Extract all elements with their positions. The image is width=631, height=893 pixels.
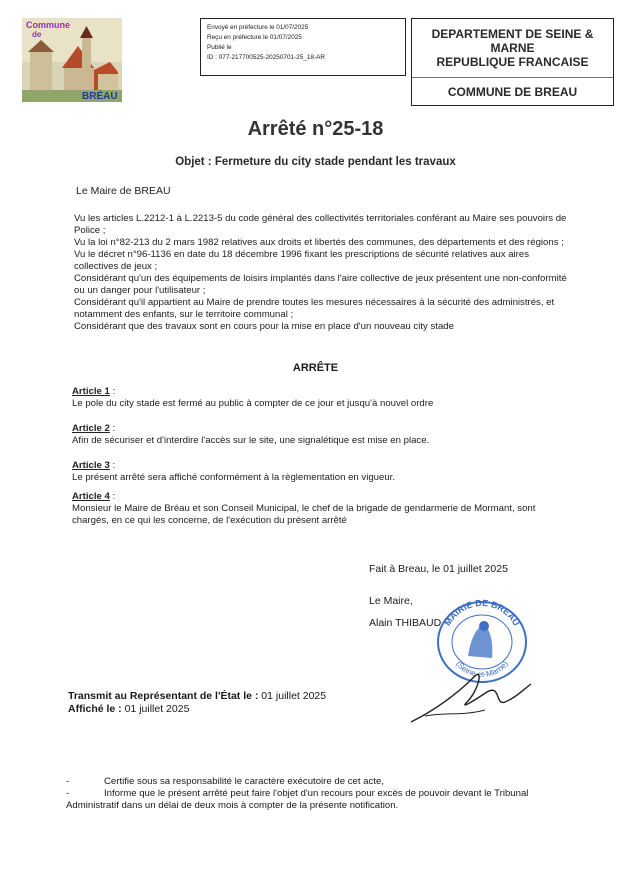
stamp-sent: Envoyé en préfecture le 01/07/2025 [207, 24, 309, 31]
affiche-date: 01 juillet 2025 [121, 703, 190, 715]
article-label: Article 2 [72, 423, 110, 434]
logo-text-commune: Commune [26, 20, 71, 30]
article-text: Le présent arrêté sera affiché conformément à la règlementation en vigueur. [72, 472, 396, 483]
logo-text-de: de [32, 30, 42, 39]
footer-dash: - [66, 776, 70, 787]
department-line1: DEPARTEMENT DE SEINE & [431, 27, 594, 41]
fait-a: Fait à Breau, le 01 juillet 2025 [369, 563, 508, 575]
visa-item: Considérant que des travaux sont en cours pour la mise en place d'un nouveau city stade [74, 321, 454, 332]
stamp-id: ID : 077-217700525-20250701-25_18-AR [207, 54, 325, 61]
footer-certification [66, 776, 566, 812]
commune-logo [22, 18, 122, 102]
footer-line: Informe que le présent arrêté peut faire l'objet d'un recours pour excès de pouvoir devant le Tribunal Administratif dans un délai de deux mois à compter de la présente notification. [66, 788, 529, 811]
department-line3: REPUBLIQUE FRANCAISE [436, 55, 589, 69]
department-line2: MARNE [490, 41, 535, 55]
article-label: Article 3 [72, 460, 110, 471]
signatory-name: Alain THIBAUD [369, 617, 442, 629]
visas-block [74, 213, 574, 333]
article-label: Article 1 [72, 386, 110, 397]
mayor-signature [405, 650, 535, 730]
document-object: Objet : Fermeture du city stade pendant les travaux [175, 156, 456, 168]
stamp-published: Publié le [207, 44, 232, 51]
visa-item: Considérant qu'un des équipements de loisirs implantés dans l'aire collective de jeux présentent une non-conformité ou un danger pour l'utilisateur ; [74, 273, 567, 296]
article-3: Article 3 : Le présent arrêté sera affiché conformément à la règlementation en vigueur. [72, 460, 572, 484]
visa-item: Vu les articles L.2212-1 à L.2213-5 du code général des collectivités territoriales conférant au Maire ses pouvoirs de Police ; [74, 213, 567, 236]
document-title: Arrêté n°25-18 [247, 118, 384, 140]
visa-item: Vu la loi n°82-213 du 2 mars 1982 relatives aux droits et libertés des communes, des départements et des régions ; [74, 237, 564, 248]
article-2: Article 2 : Afin de sécuriser et d'interdire l'accès sur le site, une signalétique est mise en place. [72, 423, 572, 447]
footer-line: Certifie sous sa responsabilité le caractère exécutoire de cet acte, [104, 776, 384, 787]
visa-item: Considérant qu'il appartient au Maire de prendre toutes les mesures nécessaires à la sécurité des administrés, et notamment des enfants, sur le territoire communal ; [74, 297, 555, 320]
article-label: Article 4 [72, 491, 110, 502]
article-text: Monsieur le Maire de Bréau et son Conseil Municipal, le chef de la brigade de gendarmerie de Mormant, sont chargés, en ce qui les concerne, de l'exécution du présent arrêté [72, 503, 536, 526]
transmit-label: Transmit au Représentant de l'État le : [68, 690, 259, 702]
commune-name: COMMUNE DE BREAU [412, 77, 613, 99]
department-box [411, 18, 614, 106]
stamp-received: Reçu en préfecture le 01/07/2025 [207, 34, 302, 41]
arrete-heading: ARRÊTE [292, 362, 339, 374]
prefecture-stamp [200, 18, 406, 76]
le-maire: Le Maire, [369, 595, 413, 607]
footer-dash: - [66, 788, 70, 799]
article-text: Afin de sécuriser et d'interdire l'accès sur le site, une signalétique est mise en place. [72, 435, 430, 446]
article-text: Le pole du city stade est fermé au public à compter de ce jour et jusqu'à nouvel ordre [72, 398, 434, 409]
affiche-label: Affiché le : [68, 703, 122, 715]
article-4: Article 4 : Monsieur le Maire de Bréau et son Conseil Municipal, le chef de la brigade de gendarmerie de Mormant, sont chargés, en ce qui les concerne, de l'exécution du présent arrêté [72, 491, 572, 527]
article-1: Article 1 : Le pole du city stade est fermé au public à compter de ce jour et jusqu'à nouvel ordre [72, 386, 572, 410]
transmit-date: 01 juillet 2025 [258, 690, 327, 702]
seal-bottom-text: (Seine-et-Marne) [454, 659, 510, 680]
logo-text-breau: BRÉAU [82, 91, 118, 102]
transmit-block [68, 690, 326, 716]
maire-intro: Le Maire de BREAU [76, 185, 171, 197]
seal-top-text: MAIRIE DE BREAU [442, 597, 522, 628]
visa-item: Vu le décret n°96-1136 en date du 18 décembre 1996 fixant les prescriptions de sécurité relatives aux aires collectives de jeux ; [74, 249, 530, 272]
